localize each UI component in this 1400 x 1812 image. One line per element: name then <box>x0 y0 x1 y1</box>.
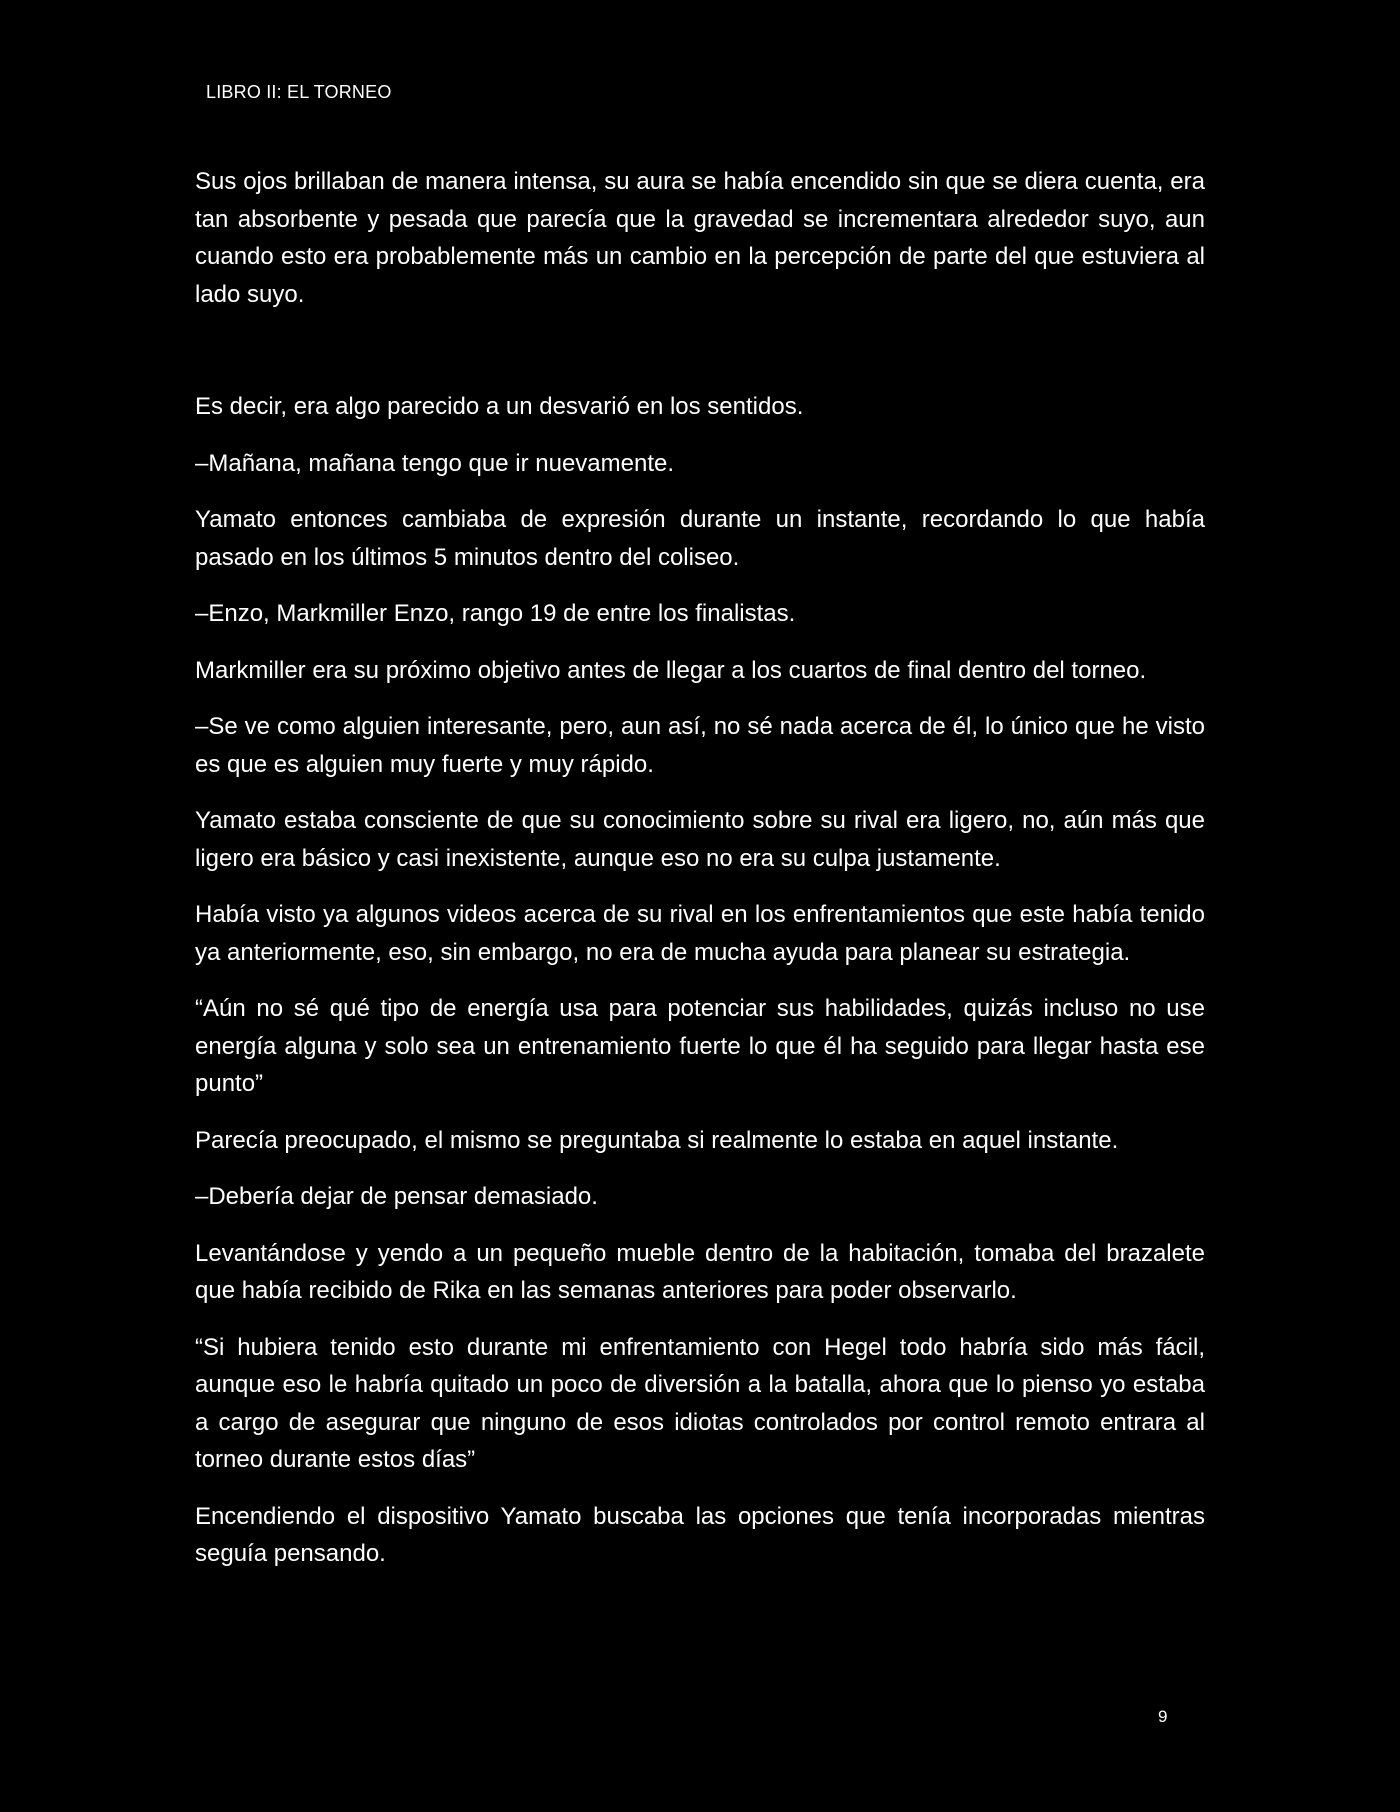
paragraph: Levantándose y yendo a un pequeño mueble dentro de la habitación, tomaba del brazalete que había recibido de Rika en las semanas anteriores para poder observarlo. <box>195 1239 1205 1304</box>
paragraph: Markmiller era su próximo objetivo antes de llegar a los cuartos de final dentro del torneo. <box>195 656 1147 684</box>
paragraph: Parecía preocupado, el mismo se preguntaba si realmente lo estaba en aquel instante. <box>195 1126 1119 1154</box>
paragraph: Había visto ya algunos videos acerca de su rival en los enfrentamientos que este había tenido ya anteriormente, eso, sin embargo, no era de mucha ayuda para planear su estrategia. <box>195 901 1205 966</box>
running-header: LIBRO II: EL TORNEO <box>206 82 392 102</box>
paragraph: Es decir, era algo parecido a un desvarió en los sentidos. <box>195 393 804 420</box>
paragraph: “Aún no sé qué tipo de energía usa para potenciar sus habilidades, quizás incluso no use energía alguna y solo sea un entrenamiento fuerte lo que él ha seguido para llegar hasta ese punto” <box>195 995 1205 1097</box>
paragraph: Yamato estaba consciente de que su conocimiento sobre su rival era ligero, no, aún más que ligero era básico y casi inexistente, aunque eso no era su culpa justamente. <box>195 807 1205 872</box>
paragraph: Sus ojos brillaban de manera intensa, su aura se había encendido sin que se diera cuenta, era tan absorbente y pesada que parecía que la gravedad se incrementara alrededor suyo, aun cuando esto era probablemente más un cambio en la percepción de parte del que estuviera al lado suyo. <box>195 168 1205 308</box>
paragraph: –Debería dejar de pensar demasiado. <box>195 1183 598 1210</box>
paragraph: –Mañana, mañana tengo que ir nuevamente. <box>195 449 675 477</box>
paragraph: Yamato entonces cambiaba de expresión durante un instante, recordando lo que había pasado en los últimos 5 minutos dentro del coliseo. <box>195 506 1205 571</box>
paragraph: “Si hubiera tenido esto durante mi enfrentamiento con Hegel todo habría sido más fácil, aunque eso le habría quitado un poco de diversión a la batalla, ahora que lo pienso yo estaba a cargo de asegurar que ninguno de esos idiotas controlados por control remoto entrara al torneo durante estos días” <box>195 1333 1205 1473</box>
paragraph: –Enzo, Markmiller Enzo, rango 19 de entre los finalistas. <box>195 600 796 627</box>
paragraph: –Se ve como alguien interesante, pero, aun así, no sé nada acerca de él, lo único que he visto es que es alguien muy fuerte y muy rápido. <box>195 713 1205 778</box>
body-text <box>195 163 1205 1592</box>
paragraph: Encendiendo el dispositivo Yamato buscaba las opciones que tenía incorporadas mientras seguía pensando. <box>195 1502 1205 1567</box>
page-number: 9 <box>1158 1707 1168 1726</box>
